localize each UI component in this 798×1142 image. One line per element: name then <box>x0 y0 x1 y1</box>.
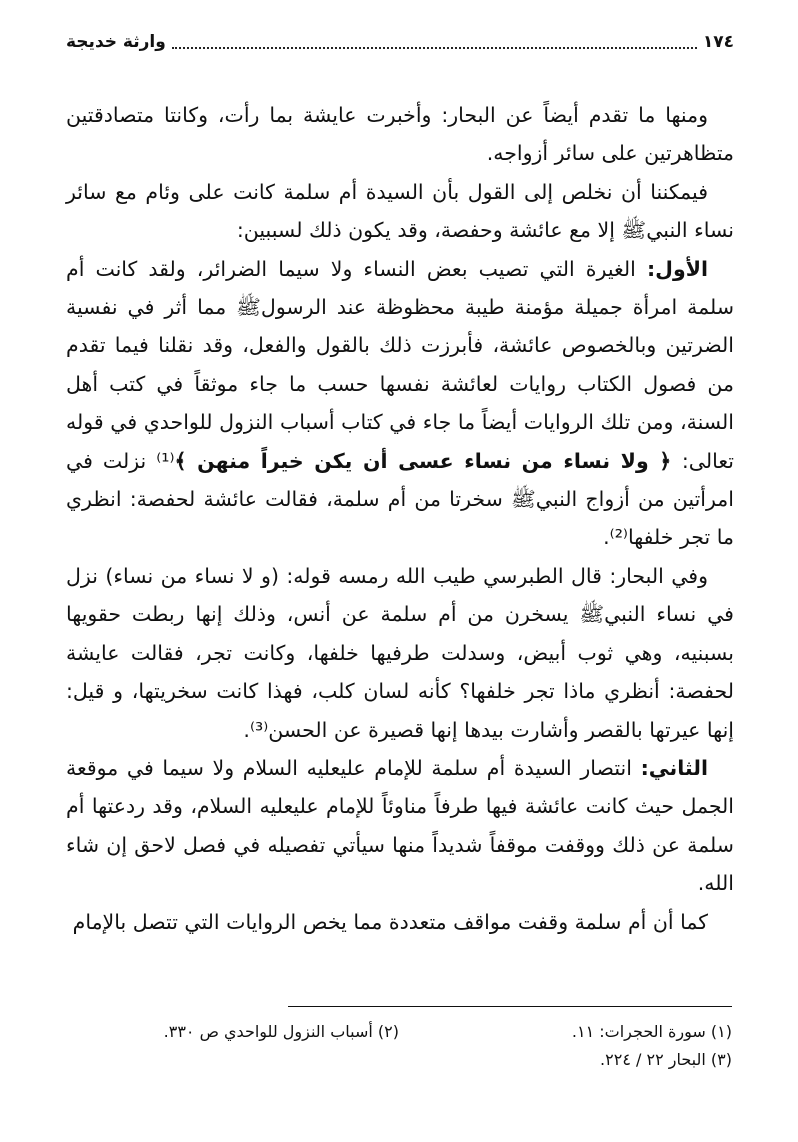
paragraph-2-text: فيمكننا أن نخلص إلى القول بأن السيدة أم سلمة كانت على وئام مع سائر نساء النبيﷺ إلا مع عائشة وحفصة، وقد يكون ذلك لسببين: <box>66 179 734 243</box>
footnote-row-1 <box>66 1018 732 1046</box>
footnote-2: (٢) أسباب النزول للواحدي ص ٣٣٠. <box>163 1022 399 1041</box>
paragraph-3-text: الغيرة التي تصيب بعض النساء ولا سيما الضرائر، ولقد كانت أم سلمة امرأة جميلة مؤمنة طيبة محظوظة عند الرسولﷺ مما أثر في نفسية الضرتين وبالخصوص عائشة، فأبرزت ذلك بالقول والفعل، وقد نقلنا فيما تقدم من فصول الكتاب روايات لعائشة نفسها حسب ما جاء موثقاً في كتب أهل السنة، ومن تلك الروايات أيضاً ما جاء في كتاب أسباب النزول للواحدي في قوله تعالى: <box>66 256 734 473</box>
paragraph-1-text: ومنها ما تقدم أيضاً عن البحار: وأخبرت عايشة بما رأت، وكانتا متصادقتين متظاهرتين على سائر أزواجه. <box>66 103 734 166</box>
paragraph-5-text: انتصار السيدة أم سلمة للإمام عليعليه السلام ولا سيما في موقعة الجمل حيث كانت عائشة فيها طرفاً مناوئاً للإمام عليعليه السلام، وقد ردعتها أم سلمة عن ذلك ووقفت موقفاً شديداً منها سيأتي تفصيله في فصل لاحق إن شاء الله. <box>66 755 734 896</box>
running-header <box>66 30 734 54</box>
paragraph-1 <box>66 96 734 173</box>
running-title: وارثة خديجة <box>66 32 166 52</box>
paragraph-5 <box>66 749 734 903</box>
footnote-row-2 <box>66 1046 732 1074</box>
paragraph-6-text: كما أن أم سلمة وقفت مواقف متعددة مما يخص الروايات التي تتصل بالإمام <box>72 909 708 934</box>
paragraph-3-lead: الأول: <box>646 256 708 281</box>
page-number: ١٧٤ <box>702 32 734 52</box>
paragraph-4-text: وفي البحار: قال الطبرسي طيب الله رمسه قوله: (و لا نساء من نساء) نزل في نساء النبيﷺ يسخرن من أم سلمة عن أنس، وذلك إنها ربطت حقويها بسبنيه، وهي ثوب أبيض، وسدلت طرفيها خلفها، وكانت تجر، فقالت عايشة لحفصة: أنظري ماذا تجر خلفها؟ كأنه لسان كلب، فهذا كانت سخريتها، و قيل: إنها عيرتها بالقصر وأشارت بيدها إنها قصيرة عن الحسن⁽³⁾. <box>66 563 734 742</box>
footnote-3: (٣) البحار ٢٢ / ٢٢٤. <box>600 1050 732 1069</box>
paragraph-3 <box>66 250 734 557</box>
body-text <box>66 96 734 941</box>
paragraph-4 <box>66 557 734 749</box>
paragraph-3-text-continued: ⁽¹⁾ نزلت في امرأتين من أزواج النبيﷺ سخرتا من أم سلمة، فقالت عائشة لحفصة: انظري ما تجر خلفها⁽²⁾. <box>66 448 734 550</box>
footnotes <box>66 1018 732 1074</box>
paragraph-2 <box>66 173 734 250</box>
quran-verse: ﴿ ولا نساء من نساء عسى أن يكن خيراً منهن ﴾ <box>174 448 682 473</box>
paragraph-6 <box>66 903 734 941</box>
footnote-1: (١) سورة الحجرات: ١١. <box>571 1022 732 1041</box>
header-dot-leader <box>172 35 697 49</box>
paragraph-5-lead: الثاني: <box>640 755 708 780</box>
footnote-separator <box>288 1006 732 1007</box>
